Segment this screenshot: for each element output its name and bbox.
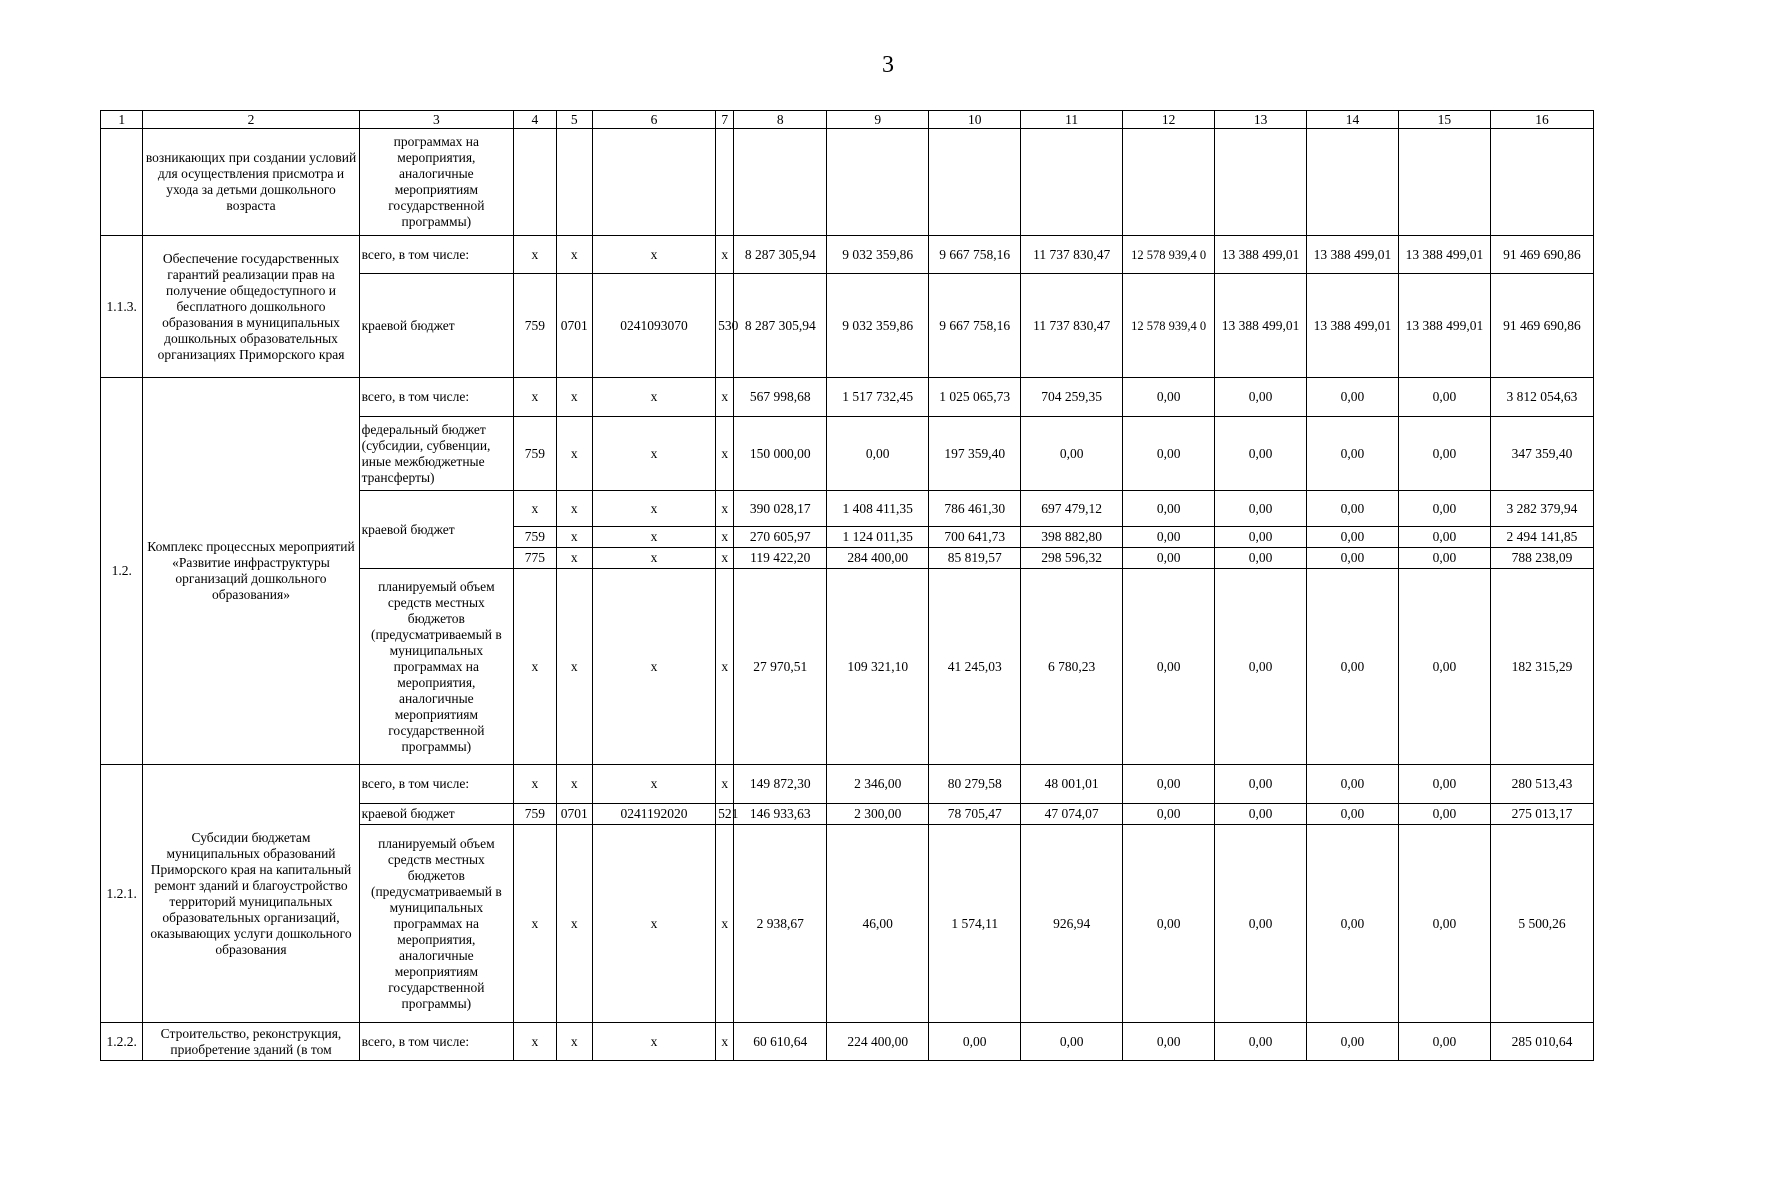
value-cell: 347 359,40 [1490, 417, 1593, 491]
value-cell: 0,00 [1215, 491, 1307, 527]
cell: х [556, 417, 592, 491]
row-description: Обеспечение государственных гарантий реализации прав на получение общедоступного и бесплатного дошкольного образования в муниципальных дошкольных образовательных организациях Приморского края [143, 236, 359, 378]
cell: х [556, 527, 592, 548]
table-row [101, 129, 1594, 236]
table-row [101, 378, 1594, 417]
value-cell: 0,00 [1215, 569, 1307, 765]
value-cell: 0,00 [1307, 569, 1399, 765]
budget-table [100, 110, 1594, 1061]
value-cell: 78 705,47 [929, 804, 1021, 825]
cell: х [514, 825, 556, 1023]
funding-source: краевой бюджет [359, 491, 514, 569]
value-cell: 13 388 499,01 [1307, 236, 1399, 274]
value-cell: 926,94 [1021, 825, 1123, 1023]
value-cell: 390 028,17 [734, 491, 827, 527]
value-cell: 27 970,51 [734, 569, 827, 765]
value-cell: 41 245,03 [929, 569, 1021, 765]
row-index: 1.2. [101, 378, 143, 765]
cell: х [592, 1023, 715, 1061]
value-cell: 0,00 [1215, 527, 1307, 548]
value-cell: 700 641,73 [929, 527, 1021, 548]
value-cell: 0,00 [1123, 527, 1215, 548]
value-cell: 119 422,20 [734, 548, 827, 569]
value-cell: 91 469 690,86 [1490, 236, 1593, 274]
value-cell: 0,00 [1307, 378, 1399, 417]
cell: х [592, 825, 715, 1023]
value-cell: 284 400,00 [827, 548, 929, 569]
cell: х [716, 236, 734, 274]
row-description: Субсидии бюджетам муниципальных образований Приморского края на капитальный ремонт зданий и благоустройство территорий муниципальных образовательных организаций, оказывающих услуги дошкольного образования [143, 765, 359, 1023]
cell: х [716, 569, 734, 765]
cell: 0701 [556, 804, 592, 825]
value-cell: 9 032 359,86 [827, 236, 929, 274]
value-cell: 80 279,58 [929, 765, 1021, 804]
cell: х [514, 1023, 556, 1061]
table-row [101, 765, 1594, 804]
cell: х [592, 548, 715, 569]
value-cell: 0,00 [1307, 765, 1399, 804]
cell: х [716, 527, 734, 548]
funding-source: всего, в том числе: [359, 236, 514, 274]
cell: х [514, 491, 556, 527]
value-cell: 298 596,32 [1021, 548, 1123, 569]
value-cell: 0,00 [1307, 527, 1399, 548]
value-cell: 60 610,64 [734, 1023, 827, 1061]
value-cell: 0,00 [1398, 378, 1490, 417]
value-cell: 1 124 011,35 [827, 527, 929, 548]
value-cell: 0,00 [1215, 1023, 1307, 1061]
value-cell: 567 998,68 [734, 378, 827, 417]
value-cell: 13 388 499,01 [1215, 274, 1307, 378]
cell: х [716, 491, 734, 527]
value-cell: 3 282 379,94 [1490, 491, 1593, 527]
cell: х [514, 236, 556, 274]
cell: х [514, 569, 556, 765]
column-header: 8 [734, 111, 827, 129]
value-cell: 224 400,00 [827, 1023, 929, 1061]
cell: 759 [514, 274, 556, 378]
value-cell: 0,00 [1123, 765, 1215, 804]
value-cell: 3 812 054,63 [1490, 378, 1593, 417]
value-cell: 12 578 939,4 0 [1123, 274, 1215, 378]
column-header: 15 [1398, 111, 1490, 129]
cell: х [556, 378, 592, 417]
cell: х [556, 491, 592, 527]
funding-source: программах на мероприятия, аналогичные мероприятиям государственной программы) [359, 129, 514, 236]
column-header: 16 [1490, 111, 1593, 129]
cell: х [716, 825, 734, 1023]
value-cell: 0,00 [1398, 825, 1490, 1023]
value-cell: 697 479,12 [1021, 491, 1123, 527]
cell: 0241192020 [592, 804, 715, 825]
cell: х [592, 236, 715, 274]
cell: 759 [514, 804, 556, 825]
cell: х [592, 527, 715, 548]
value-cell: 0,00 [1398, 491, 1490, 527]
funding-source: краевой бюджет [359, 274, 514, 378]
value-cell: 1 408 411,35 [827, 491, 929, 527]
cell: х [556, 236, 592, 274]
table-row [101, 236, 1594, 274]
value-cell: 0,00 [1215, 548, 1307, 569]
cell: х [716, 548, 734, 569]
cell: х [556, 825, 592, 1023]
row-index: 1.1.3. [101, 236, 143, 378]
column-header: 14 [1307, 111, 1399, 129]
value-cell: 9 032 359,86 [827, 274, 929, 378]
cell: х [592, 417, 715, 491]
column-header: 2 [143, 111, 359, 129]
column-header-row [101, 111, 1594, 129]
value-cell: 0,00 [929, 1023, 1021, 1061]
cell: х [592, 491, 715, 527]
value-cell: 2 938,67 [734, 825, 827, 1023]
value-cell: 0,00 [827, 417, 929, 491]
value-cell: 0,00 [1123, 417, 1215, 491]
value-cell: 0,00 [1123, 825, 1215, 1023]
value-cell: 2 346,00 [827, 765, 929, 804]
value-cell: 0,00 [1021, 417, 1123, 491]
cell: х [716, 1023, 734, 1061]
value-cell: 149 872,30 [734, 765, 827, 804]
value-cell: 1 517 732,45 [827, 378, 929, 417]
cell: х [716, 765, 734, 804]
value-cell: 398 882,80 [1021, 527, 1123, 548]
value-cell: 788 238,09 [1490, 548, 1593, 569]
funding-source: всего, в том числе: [359, 1023, 514, 1061]
value-cell: 0,00 [1398, 1023, 1490, 1061]
column-header: 6 [592, 111, 715, 129]
value-cell: 6 780,23 [1021, 569, 1123, 765]
value-cell: 46,00 [827, 825, 929, 1023]
value-cell: 5 500,26 [1490, 825, 1593, 1023]
funding-source: планируемый объем средств местных бюджетов (предусматриваемый в муниципальных программах на мероприятия, аналогичные мероприятиям государственной программы) [359, 569, 514, 765]
value-cell: 270 605,97 [734, 527, 827, 548]
cell: 759 [514, 527, 556, 548]
cell: 530 [716, 274, 734, 378]
funding-source: планируемый объем средств местных бюджетов (предусматриваемый в муниципальных программах на мероприятия, аналогичные мероприятиям государственной программы) [359, 825, 514, 1023]
value-cell: 0,00 [1398, 569, 1490, 765]
cell: 775 [514, 548, 556, 569]
cell: х [716, 417, 734, 491]
value-cell: 0,00 [1398, 527, 1490, 548]
column-header: 4 [514, 111, 556, 129]
value-cell: 0,00 [1307, 417, 1399, 491]
value-cell: 0,00 [1307, 491, 1399, 527]
value-cell: 9 667 758,16 [929, 236, 1021, 274]
row-description: Комплекс процессных мероприятий «Развитие инфраструктуры организаций дошкольного образования» [143, 378, 359, 765]
value-cell: 8 287 305,94 [734, 274, 827, 378]
value-cell: 109 321,10 [827, 569, 929, 765]
value-cell: 13 388 499,01 [1307, 274, 1399, 378]
funding-source: федеральный бюджет (субсидии, субвенции, иные межбюджетные трансферты) [359, 417, 514, 491]
value-cell: 11 737 830,47 [1021, 236, 1123, 274]
value-cell: 1 574,11 [929, 825, 1021, 1023]
column-header: 9 [827, 111, 929, 129]
value-cell: 0,00 [1307, 804, 1399, 825]
column-header: 12 [1123, 111, 1215, 129]
value-cell: 12 578 939,4 0 [1123, 236, 1215, 274]
column-header: 10 [929, 111, 1021, 129]
column-header: 3 [359, 111, 514, 129]
value-cell: 0,00 [1215, 417, 1307, 491]
value-cell: 280 513,43 [1490, 765, 1593, 804]
value-cell: 275 013,17 [1490, 804, 1593, 825]
cell: 0241093070 [592, 274, 715, 378]
column-header: 7 [716, 111, 734, 129]
value-cell: 0,00 [1307, 825, 1399, 1023]
value-cell: 0,00 [1307, 1023, 1399, 1061]
funding-source: всего, в том числе: [359, 765, 514, 804]
value-cell: 0,00 [1123, 548, 1215, 569]
cell: х [592, 378, 715, 417]
value-cell: 0,00 [1398, 548, 1490, 569]
value-cell: 0,00 [1398, 417, 1490, 491]
cell: х [514, 378, 556, 417]
value-cell: 0,00 [1123, 378, 1215, 417]
value-cell: 91 469 690,86 [1490, 274, 1593, 378]
value-cell: 8 287 305,94 [734, 236, 827, 274]
value-cell: 182 315,29 [1490, 569, 1593, 765]
value-cell: 0,00 [1123, 804, 1215, 825]
value-cell: 2 300,00 [827, 804, 929, 825]
value-cell: 0,00 [1398, 765, 1490, 804]
row-index [101, 129, 143, 236]
cell: х [556, 1023, 592, 1061]
value-cell: 0,00 [1398, 804, 1490, 825]
row-index: 1.2.1. [101, 765, 143, 1023]
row-index: 1.2.2. [101, 1023, 143, 1061]
table-row [101, 1023, 1594, 1061]
value-cell: 0,00 [1123, 491, 1215, 527]
cell: 0701 [556, 274, 592, 378]
cell: х [556, 569, 592, 765]
value-cell: 0,00 [1307, 548, 1399, 569]
cell: х [556, 548, 592, 569]
row-description: Строительство, реконструкция, приобретение зданий (в том [143, 1023, 359, 1061]
value-cell: 0,00 [1215, 825, 1307, 1023]
funding-source: всего, в том числе: [359, 378, 514, 417]
column-header: 13 [1215, 111, 1307, 129]
value-cell: 704 259,35 [1021, 378, 1123, 417]
value-cell: 13 388 499,01 [1398, 274, 1490, 378]
page-number: 3 [882, 52, 894, 78]
value-cell: 150 000,00 [734, 417, 827, 491]
value-cell: 11 737 830,47 [1021, 274, 1123, 378]
value-cell: 9 667 758,16 [929, 274, 1021, 378]
value-cell: 13 388 499,01 [1398, 236, 1490, 274]
value-cell: 2 494 141,85 [1490, 527, 1593, 548]
value-cell: 0,00 [1021, 1023, 1123, 1061]
column-header: 11 [1021, 111, 1123, 129]
cell: 759 [514, 417, 556, 491]
cell: х [716, 378, 734, 417]
funding-source: краевой бюджет [359, 804, 514, 825]
value-cell: 47 074,07 [1021, 804, 1123, 825]
value-cell: 1 025 065,73 [929, 378, 1021, 417]
cell: х [592, 765, 715, 804]
cell: х [592, 569, 715, 765]
column-header: 1 [101, 111, 143, 129]
cell: х [514, 765, 556, 804]
row-description: возникающих при создании условий для осуществления присмотра и ухода за детьми дошкольного возраста [143, 129, 359, 236]
value-cell: 0,00 [1215, 804, 1307, 825]
value-cell: 85 819,57 [929, 548, 1021, 569]
value-cell: 0,00 [1123, 1023, 1215, 1061]
value-cell: 0,00 [1215, 378, 1307, 417]
cell: 521 [716, 804, 734, 825]
value-cell: 197 359,40 [929, 417, 1021, 491]
value-cell: 146 933,63 [734, 804, 827, 825]
cell: х [556, 765, 592, 804]
column-header: 5 [556, 111, 592, 129]
value-cell: 48 001,01 [1021, 765, 1123, 804]
value-cell: 0,00 [1123, 569, 1215, 765]
value-cell: 13 388 499,01 [1215, 236, 1307, 274]
value-cell: 0,00 [1215, 765, 1307, 804]
value-cell: 285 010,64 [1490, 1023, 1593, 1061]
value-cell: 786 461,30 [929, 491, 1021, 527]
